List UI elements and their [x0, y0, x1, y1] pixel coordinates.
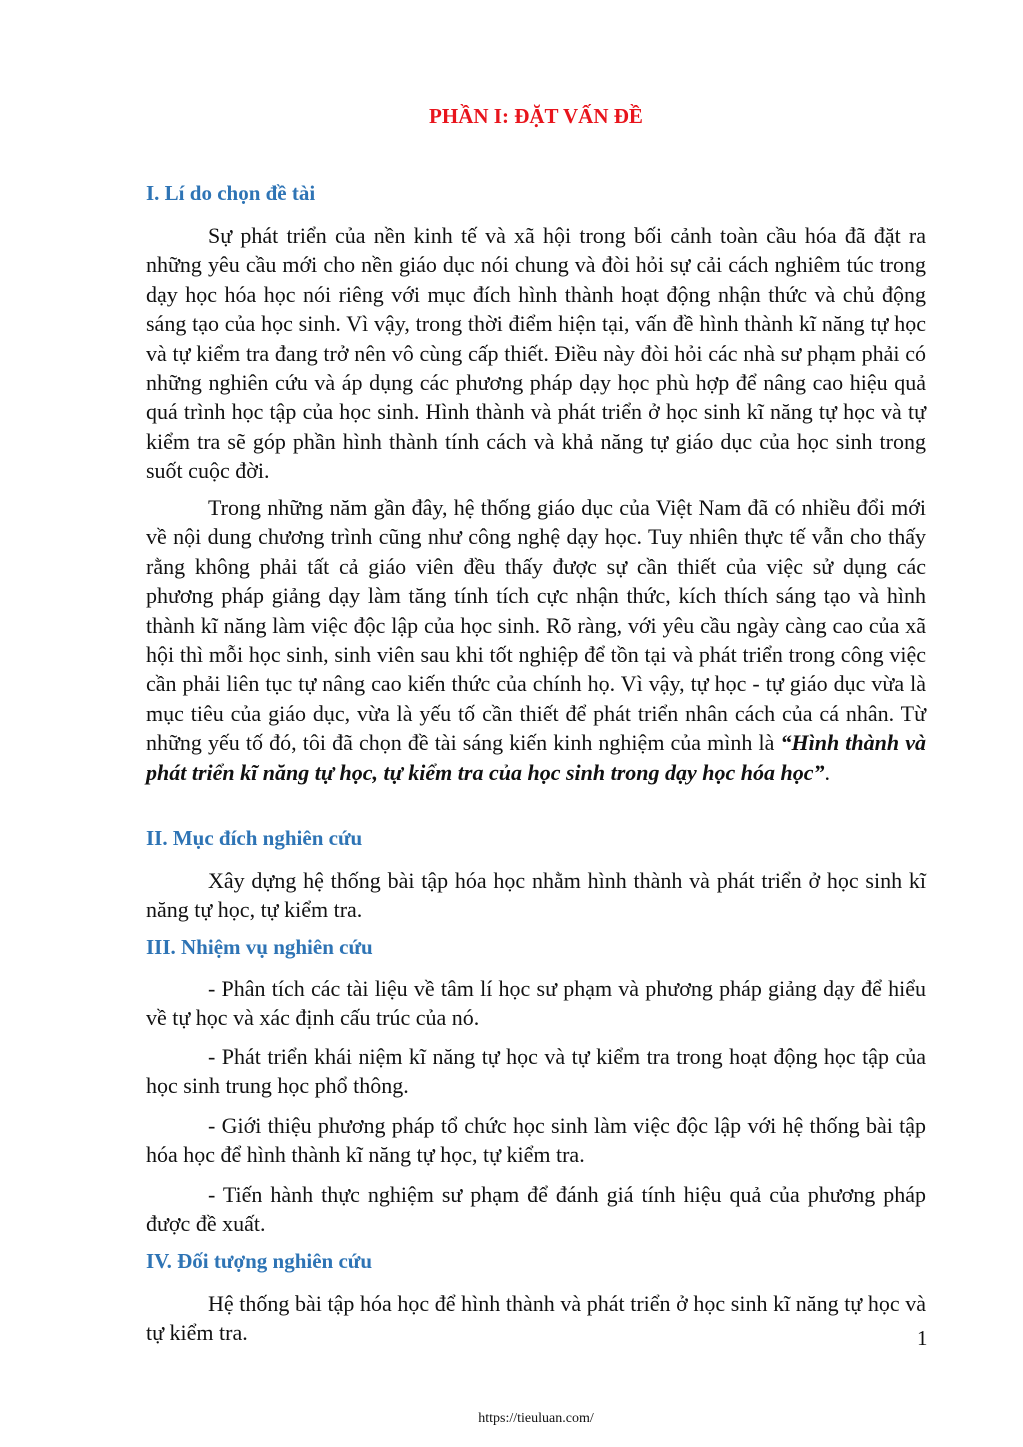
task-item-4: - Tiến hành thực nghiệm sư phạm để đánh giá tính hiệu quả của phương pháp được đề xuất. [146, 1182, 926, 1237]
section-heading-tasks: III. Nhiệm vụ nghiên cứu [146, 935, 373, 959]
paragraph-reasons-1: Sự phát triển của nền kinh tế và xã hội trong bối cảnh toàn cầu hóa đã đặt ra những yêu cầu mới cho nền giáo dục nói chung và đòi hỏi sự cải cách nghiêm túc trong dạy học hóa học nói riêng với mục đích hình thành hoạt động nhận thức và chủ động sáng tạo của học sinh. Vì vậy, trong thời điểm hiện tại, vấn đề hình thành kĩ năng tự học và tự kiểm tra đang trở nên vô cùng cấp thiết. Điều này đòi hỏi các nhà sư phạm phải có những nghiên cứu và áp dụng các phương pháp dạy học phù hợp để nâng cao hiệu quả quá trình học tập của học sinh. Hình thành và phát triển ở học sinh kĩ năng tự học và tự kiểm tra sẽ góp phần hình thành tính cách và khả năng tự giáo dục của học sinh trong suốt cuộc đời. [146, 223, 926, 484]
paragraph-subject: Hệ thống bài tập hóa học để hình thành và phát triển ở học sinh kĩ năng tự học và tự kiểm tra. [146, 1291, 926, 1346]
section-heading-reasons: I. Lí do chọn đề tài [146, 181, 316, 205]
paragraph-reasons-2-text: Trong những năm gần đây, hệ thống giáo dục của Việt Nam đã có nhiều đổi mới về nội dung chương trình cũng như công nghệ dạy học. Tuy nhiên thực tế vẫn cho thấy rằng không phải tất cả giáo viên đều thấy được sự cần thiết của việc sử dụng các phương pháp giảng dạy làm tăng tính tích cực nhận thức, kích thích sáng tạo và hình thành kĩ năng làm việc độc lập của học sinh. Rõ ràng, với yêu cầu ngày càng cao của xã hội thì mỗi học sinh, sinh viên sau khi tốt nghiệp để tồn tại và phát triển trong công việc cần phải liên tục tự nâng cao kiến thức của chính họ. Vì vậy, tự học - tự giáo dục vừa là mục tiêu của giáo dục, vừa là yếu tố cần thiết để phát triển nhân cách của cá nhân. Từ những yếu tố đó, tôi đã chọn đề tài sáng kiến kinh nghiệm của mình là [146, 495, 926, 756]
section-heading-purpose: II. Mục đích nghiên cứu [146, 826, 363, 850]
paragraph-purpose: Xây dựng hệ thống bài tập hóa học nhằm hình thành và phát triển ở học sinh kĩ năng tự học, tự kiểm tra. [146, 868, 926, 923]
task-item-1: - Phân tích các tài liệu về tâm lí học sư phạm và phương pháp giảng dạy để hiểu về tự học và xác định cấu trúc của nó. [146, 976, 926, 1031]
task-item-3: - Giới thiệu phương pháp tổ chức học sinh làm việc độc lập với hệ thống bài tập hóa học để hình thành kĩ năng tự học, tự kiểm tra. [146, 1113, 926, 1168]
paragraph-reasons-2 [146, 493, 926, 787]
page-number: 1 [917, 1326, 928, 1350]
task-item-2: - Phát triển khái niệm kĩ năng tự học và tự kiểm tra trong hoạt động học tập của học sinh trung học phổ thông. [146, 1044, 926, 1099]
part-title: PHẦN I: ĐẶT VẤN ĐỀ [429, 104, 643, 128]
section-heading-subject: IV. Đối tượng nghiên cứu [146, 1249, 373, 1273]
paragraph-reasons-2-end: . [824, 759, 831, 785]
document-page [146, 0, 926, 1447]
footer-url[interactable]: https://tieuluan.com/ [478, 1411, 594, 1426]
topic-title: “Hình thành và phát triển kĩ năng tự học, tự kiểm tra của học sinh trong dạy học hóa học” [146, 730, 926, 785]
